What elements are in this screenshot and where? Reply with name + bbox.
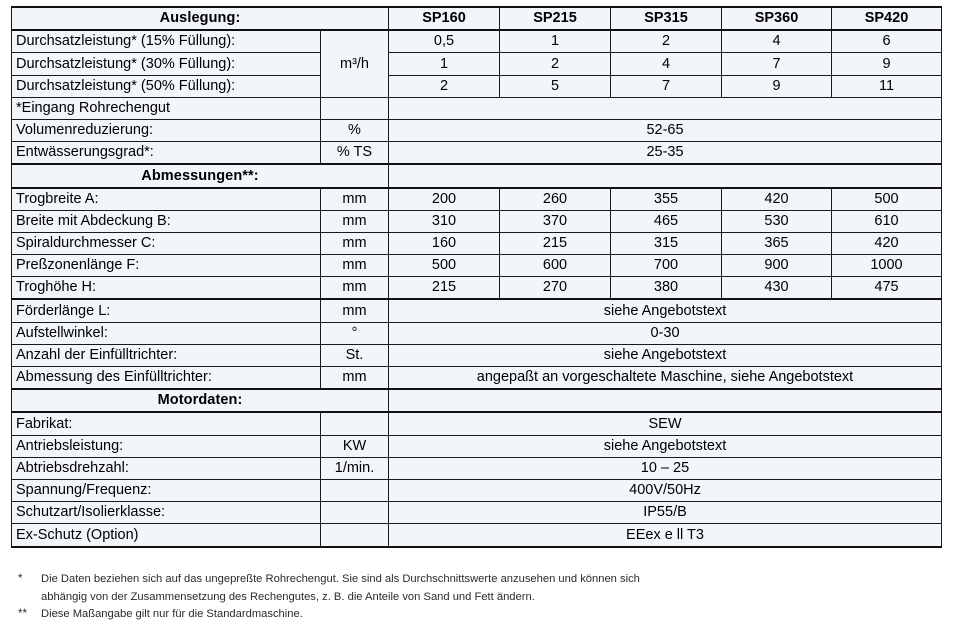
row-unit: mm <box>321 299 389 322</box>
row-label: Abmessung des Einfülltrichter: <box>12 367 321 390</box>
row-unit <box>321 479 389 501</box>
row-unit <box>321 412 389 435</box>
row-unit: mm <box>321 210 389 232</box>
footnote-line-1: Die Daten beziehen sich auf das ungepreßte Rohrechengut. Sie sind als Durchschnittswerte anzusehen und können sich <box>41 573 640 585</box>
row-unit: % TS <box>321 142 389 165</box>
row-label: *Eingang Rohrechengut <box>12 97 321 119</box>
row-value: 500 <box>389 255 500 277</box>
footnote-text <box>41 606 948 624</box>
row-unit: mm <box>321 188 389 211</box>
row-value: 7 <box>611 75 722 97</box>
row-label: Troghöhe H: <box>12 277 321 300</box>
row-merged-value: IP55/B <box>389 502 942 524</box>
row-unit <box>321 97 389 119</box>
row-value: 315 <box>611 232 722 254</box>
row-value: 1000 <box>832 255 942 277</box>
row-value: 1 <box>389 53 500 75</box>
footnote-marker: ** <box>18 608 27 620</box>
row-value: 215 <box>500 232 611 254</box>
row-value: 530 <box>722 210 832 232</box>
table-row <box>12 435 942 457</box>
row-unit: St. <box>321 344 389 366</box>
section-filler <box>389 389 942 412</box>
table-row <box>12 457 942 479</box>
footnote-line-2: abhängig von der Zusammensetzung des Rechengutes, z. B. die Anteile von Sand und Fett ändern. <box>41 590 535 603</box>
row-label: Ex-Schutz (Option) <box>12 524 321 547</box>
row-value: 700 <box>611 255 722 277</box>
row-merged-value: 25-35 <box>389 142 942 165</box>
row-value: 215 <box>389 277 500 300</box>
row-value: 430 <box>722 277 832 300</box>
row-unit: ° <box>321 322 389 344</box>
table-row <box>12 322 942 344</box>
section-header-motordaten: Motordaten: <box>12 389 389 412</box>
row-value: 610 <box>832 210 942 232</box>
table-row <box>12 367 942 390</box>
row-value: 270 <box>500 277 611 300</box>
row-unit: mm <box>321 277 389 300</box>
row-unit: KW <box>321 435 389 457</box>
section-row-motordaten <box>12 389 942 412</box>
table-row <box>12 30 942 53</box>
model-header-sp160: SP160 <box>389 7 500 30</box>
row-value: 420 <box>722 188 832 211</box>
row-value: 370 <box>500 210 611 232</box>
footnote-text <box>41 571 948 606</box>
row-unit: % <box>321 119 389 141</box>
row-value: 500 <box>832 188 942 211</box>
table-row <box>12 299 942 322</box>
table-row <box>12 75 942 97</box>
section-filler <box>389 164 942 187</box>
row-label: Fabrikat: <box>12 412 321 435</box>
footnote-double-asterisk <box>13 606 948 624</box>
row-value: 160 <box>389 232 500 254</box>
table-row <box>12 97 942 119</box>
model-header-sp215: SP215 <box>500 7 611 30</box>
row-label: Durchsatzleistung* (50% Füllung): <box>12 75 321 97</box>
row-merged-value: SEW <box>389 412 942 435</box>
row-unit <box>321 524 389 547</box>
row-unit: mm <box>321 367 389 390</box>
table-row <box>12 119 942 141</box>
row-label: Durchsatzleistung* (15% Füllung): <box>12 30 321 53</box>
specification-table <box>11 6 942 548</box>
row-unit: mm <box>321 232 389 254</box>
row-value: 7 <box>722 53 832 75</box>
model-header-sp360: SP360 <box>722 7 832 30</box>
row-label: Spiraldurchmesser C: <box>12 232 321 254</box>
row-value: 355 <box>611 188 722 211</box>
row-value: 9 <box>722 75 832 97</box>
row-label: Spannung/Frequenz: <box>12 479 321 501</box>
row-value: 310 <box>389 210 500 232</box>
row-value: 4 <box>722 30 832 53</box>
row-merged-value: siehe Angebotstext <box>389 344 942 366</box>
row-label: Aufstellwinkel: <box>12 322 321 344</box>
row-merged-value <box>389 97 942 119</box>
table-header-row <box>12 7 942 30</box>
row-label: Breite mit Abdeckung B: <box>12 210 321 232</box>
row-label: Schutzart/Isolierklasse: <box>12 502 321 524</box>
model-header-sp315: SP315 <box>611 7 722 30</box>
row-value: 475 <box>832 277 942 300</box>
table-row <box>12 524 942 547</box>
model-header-sp420: SP420 <box>832 7 942 30</box>
row-merged-value: siehe Angebotstext <box>389 299 942 322</box>
table-row <box>12 53 942 75</box>
row-unit: mm <box>321 255 389 277</box>
row-value: 0,5 <box>389 30 500 53</box>
table-row <box>12 412 942 435</box>
row-value: 9 <box>832 53 942 75</box>
row-merged-value: 52-65 <box>389 119 942 141</box>
row-merged-value: 0-30 <box>389 322 942 344</box>
row-unit: 1/min. <box>321 457 389 479</box>
row-value: 900 <box>722 255 832 277</box>
row-unit: m³/h <box>321 30 389 97</box>
table-row <box>12 232 942 254</box>
row-value: 200 <box>389 188 500 211</box>
footnote-marker: * <box>18 573 23 585</box>
row-value: 2 <box>500 53 611 75</box>
section-header-abmessungen: Abmessungen**: <box>12 164 389 187</box>
table-row <box>12 142 942 165</box>
row-value: 2 <box>389 75 500 97</box>
footnote-line-1: Diese Maßangabe gilt nur für die Standardmaschine. <box>41 608 303 620</box>
row-value: 1 <box>500 30 611 53</box>
row-value: 380 <box>611 277 722 300</box>
row-merged-value: siehe Angebotstext <box>389 435 942 457</box>
row-value: 11 <box>832 75 942 97</box>
row-label: Antriebsleistung: <box>12 435 321 457</box>
row-unit <box>321 502 389 524</box>
row-value: 4 <box>611 53 722 75</box>
row-label: Trogbreite A: <box>12 188 321 211</box>
section-header-auslegung: Auslegung: <box>12 7 389 30</box>
row-label: Abtriebsdrehzahl: <box>12 457 321 479</box>
section-row-abmessungen <box>12 164 942 187</box>
row-value: 6 <box>832 30 942 53</box>
row-value: 420 <box>832 232 942 254</box>
table-row <box>12 344 942 366</box>
table-row <box>12 479 942 501</box>
row-label: Förderlänge L: <box>12 299 321 322</box>
table-row <box>12 277 942 300</box>
row-label: Durchsatzleistung* (30% Füllung): <box>12 53 321 75</box>
table-row <box>12 502 942 524</box>
row-value: 260 <box>500 188 611 211</box>
row-value: 5 <box>500 75 611 97</box>
row-merged-value: EEex e ll T3 <box>389 524 942 547</box>
row-label: Volumenreduzierung: <box>12 119 321 141</box>
row-merged-value: angepaßt an vorgeschaltete Maschine, siehe Angebotstext <box>389 367 942 390</box>
row-label: Anzahl der Einfülltrichter: <box>12 344 321 366</box>
footnotes <box>13 571 948 624</box>
table-row <box>12 188 942 211</box>
row-merged-value: 400V/50Hz <box>389 479 942 501</box>
table-row <box>12 255 942 277</box>
row-merged-value: 10 – 25 <box>389 457 942 479</box>
row-label: Preßzonenlänge F: <box>12 255 321 277</box>
footnote-single-asterisk <box>13 571 948 606</box>
row-label: Entwässerungsgrad*: <box>12 142 321 165</box>
row-value: 465 <box>611 210 722 232</box>
row-value: 365 <box>722 232 832 254</box>
table-row <box>12 210 942 232</box>
row-value: 2 <box>611 30 722 53</box>
row-value: 600 <box>500 255 611 277</box>
